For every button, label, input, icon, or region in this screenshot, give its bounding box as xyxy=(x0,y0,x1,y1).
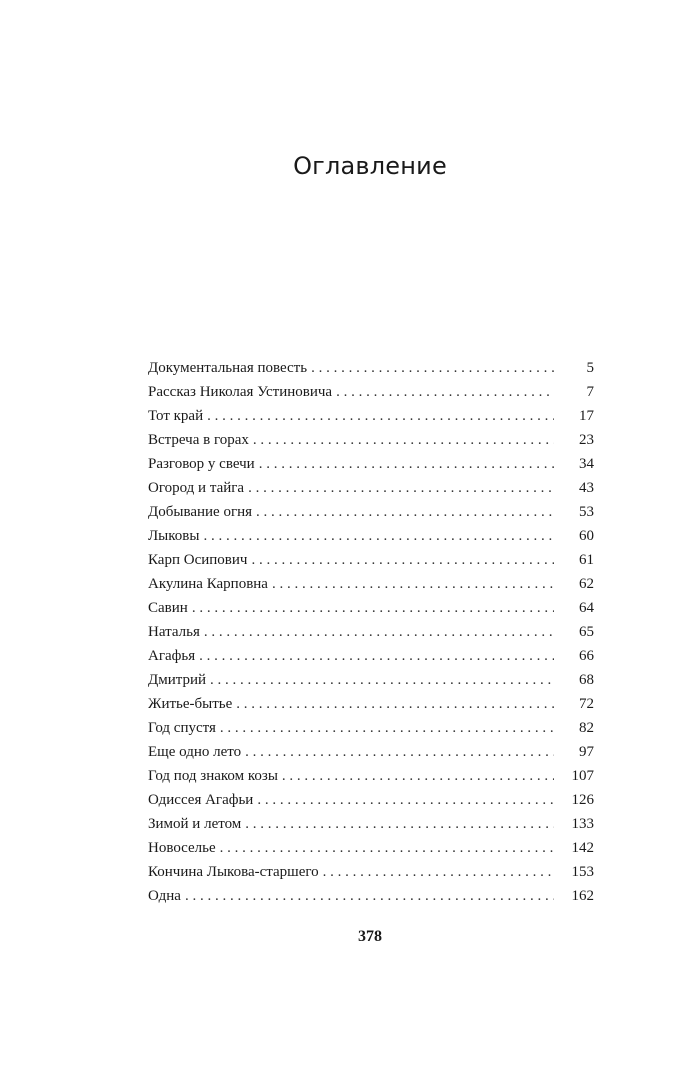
toc-entry xyxy=(148,476,594,500)
toc-entry-title: Наталья xyxy=(148,624,200,640)
dot-leader xyxy=(256,500,554,524)
toc-entry-title: Рассказ Николая Устиновича xyxy=(148,384,333,400)
toc-entry xyxy=(148,620,594,644)
dot-leader xyxy=(259,452,554,476)
toc-entry-page-number: 68 xyxy=(579,672,594,688)
toc-entry-page-number: 107 xyxy=(571,768,594,784)
toc-entry xyxy=(148,356,594,380)
toc-entry-page-number: 66 xyxy=(579,648,594,664)
toc-entry-page-number: 65 xyxy=(579,624,594,640)
toc-entry-page-number: 53 xyxy=(579,504,594,520)
dot-leader xyxy=(245,740,554,764)
dot-leader xyxy=(248,476,554,500)
dot-leader xyxy=(282,764,554,788)
toc-entry-page-number: 23 xyxy=(579,432,594,448)
toc-entry xyxy=(148,404,594,428)
toc-entry-page-number: 5 xyxy=(586,360,594,376)
toc-entry-title: Новоселье xyxy=(148,840,216,856)
dot-leader xyxy=(257,788,554,812)
dot-leader xyxy=(210,668,554,692)
toc-entry-page-number: 64 xyxy=(579,600,594,616)
toc-entry-page-number: 162 xyxy=(571,888,594,904)
toc-entry-title: Тот край xyxy=(148,408,204,424)
page-number: 378 xyxy=(358,928,382,945)
toc-entry-title: Кончина Лыкова-старшего xyxy=(148,864,319,880)
dot-leader xyxy=(199,644,554,668)
toc-entry-title: Карп Осипович xyxy=(148,552,248,568)
toc-entry-title: Год под знаком козы xyxy=(148,768,278,784)
toc-entry-title: Акулина Карповна xyxy=(148,576,268,592)
toc-entry-title: Разговор у свечи xyxy=(148,456,255,472)
toc-entry-title: Дмитрий xyxy=(148,672,207,688)
toc-entry xyxy=(148,644,594,668)
toc-entry xyxy=(148,716,594,740)
toc-entry-title: Зимой и летом xyxy=(148,816,242,832)
toc-entry-page-number: 97 xyxy=(579,744,594,760)
toc-entry xyxy=(148,548,594,572)
dot-leader xyxy=(336,380,554,404)
toc-entry xyxy=(148,428,594,452)
toc-entry-title: Год спустя xyxy=(148,720,216,736)
dot-leader xyxy=(203,524,554,548)
toc-entry xyxy=(148,740,594,764)
toc-entry xyxy=(148,812,594,836)
dot-leader xyxy=(251,548,554,572)
table-of-contents xyxy=(148,356,594,908)
toc-entry xyxy=(148,836,594,860)
dot-leader xyxy=(311,356,554,380)
toc-entry-title: Житье-бытье xyxy=(148,696,233,712)
toc-entry xyxy=(148,572,594,596)
toc-entry-page-number: 62 xyxy=(579,576,594,592)
toc-entry xyxy=(148,500,594,524)
toc-entry-title: Огород и тайга xyxy=(148,480,245,496)
toc-entry-page-number: 43 xyxy=(579,480,594,496)
toc-entry-page-number: 61 xyxy=(579,552,594,568)
toc-entry-title: Савин xyxy=(148,600,188,616)
toc-entry xyxy=(148,524,594,548)
dot-leader xyxy=(236,692,554,716)
toc-entry-page-number: 153 xyxy=(571,864,594,880)
toc-entry xyxy=(148,668,594,692)
dot-leader xyxy=(207,404,554,428)
toc-entry xyxy=(148,884,594,908)
toc-entry xyxy=(148,692,594,716)
toc-entry xyxy=(148,764,594,788)
toc-entry-page-number: 82 xyxy=(579,720,594,736)
toc-entry xyxy=(148,452,594,476)
dot-leader xyxy=(185,884,554,908)
toc-entry-title: Добывание огня xyxy=(148,504,253,520)
dot-leader xyxy=(253,428,554,452)
dot-leader xyxy=(323,860,554,884)
dot-leader xyxy=(245,812,554,836)
toc-entry-title: Одиссея Агафьи xyxy=(148,792,254,808)
dot-leader xyxy=(272,572,554,596)
toc-entry-page-number: 7 xyxy=(586,384,594,400)
toc-entry-title: Еще одно лето xyxy=(148,744,242,760)
toc-entry-title: Документальная повесть xyxy=(148,360,308,376)
toc-entry-page-number: 72 xyxy=(579,696,594,712)
dot-leader xyxy=(192,596,554,620)
toc-entry-page-number: 34 xyxy=(579,456,594,472)
dot-leader xyxy=(220,836,554,860)
toc-entry-title: Одна xyxy=(148,888,181,904)
toc-entry-title: Встреча в горах xyxy=(148,432,249,448)
toc-entry-page-number: 126 xyxy=(571,792,594,808)
dot-leader xyxy=(204,620,554,644)
dot-leader xyxy=(220,716,554,740)
toc-entry xyxy=(148,788,594,812)
toc-entry xyxy=(148,596,594,620)
page-title: Оглавление xyxy=(293,152,447,181)
toc-entry-page-number: 17 xyxy=(579,408,594,424)
toc-entry xyxy=(148,860,594,884)
toc-entry-page-number: 133 xyxy=(571,816,594,832)
toc-entry-page-number: 60 xyxy=(579,528,594,544)
toc-entry-title: Агафья xyxy=(148,648,196,664)
toc-entry xyxy=(148,380,594,404)
toc-entry-title: Лыковы xyxy=(148,528,200,544)
toc-entry-page-number: 142 xyxy=(571,840,594,856)
